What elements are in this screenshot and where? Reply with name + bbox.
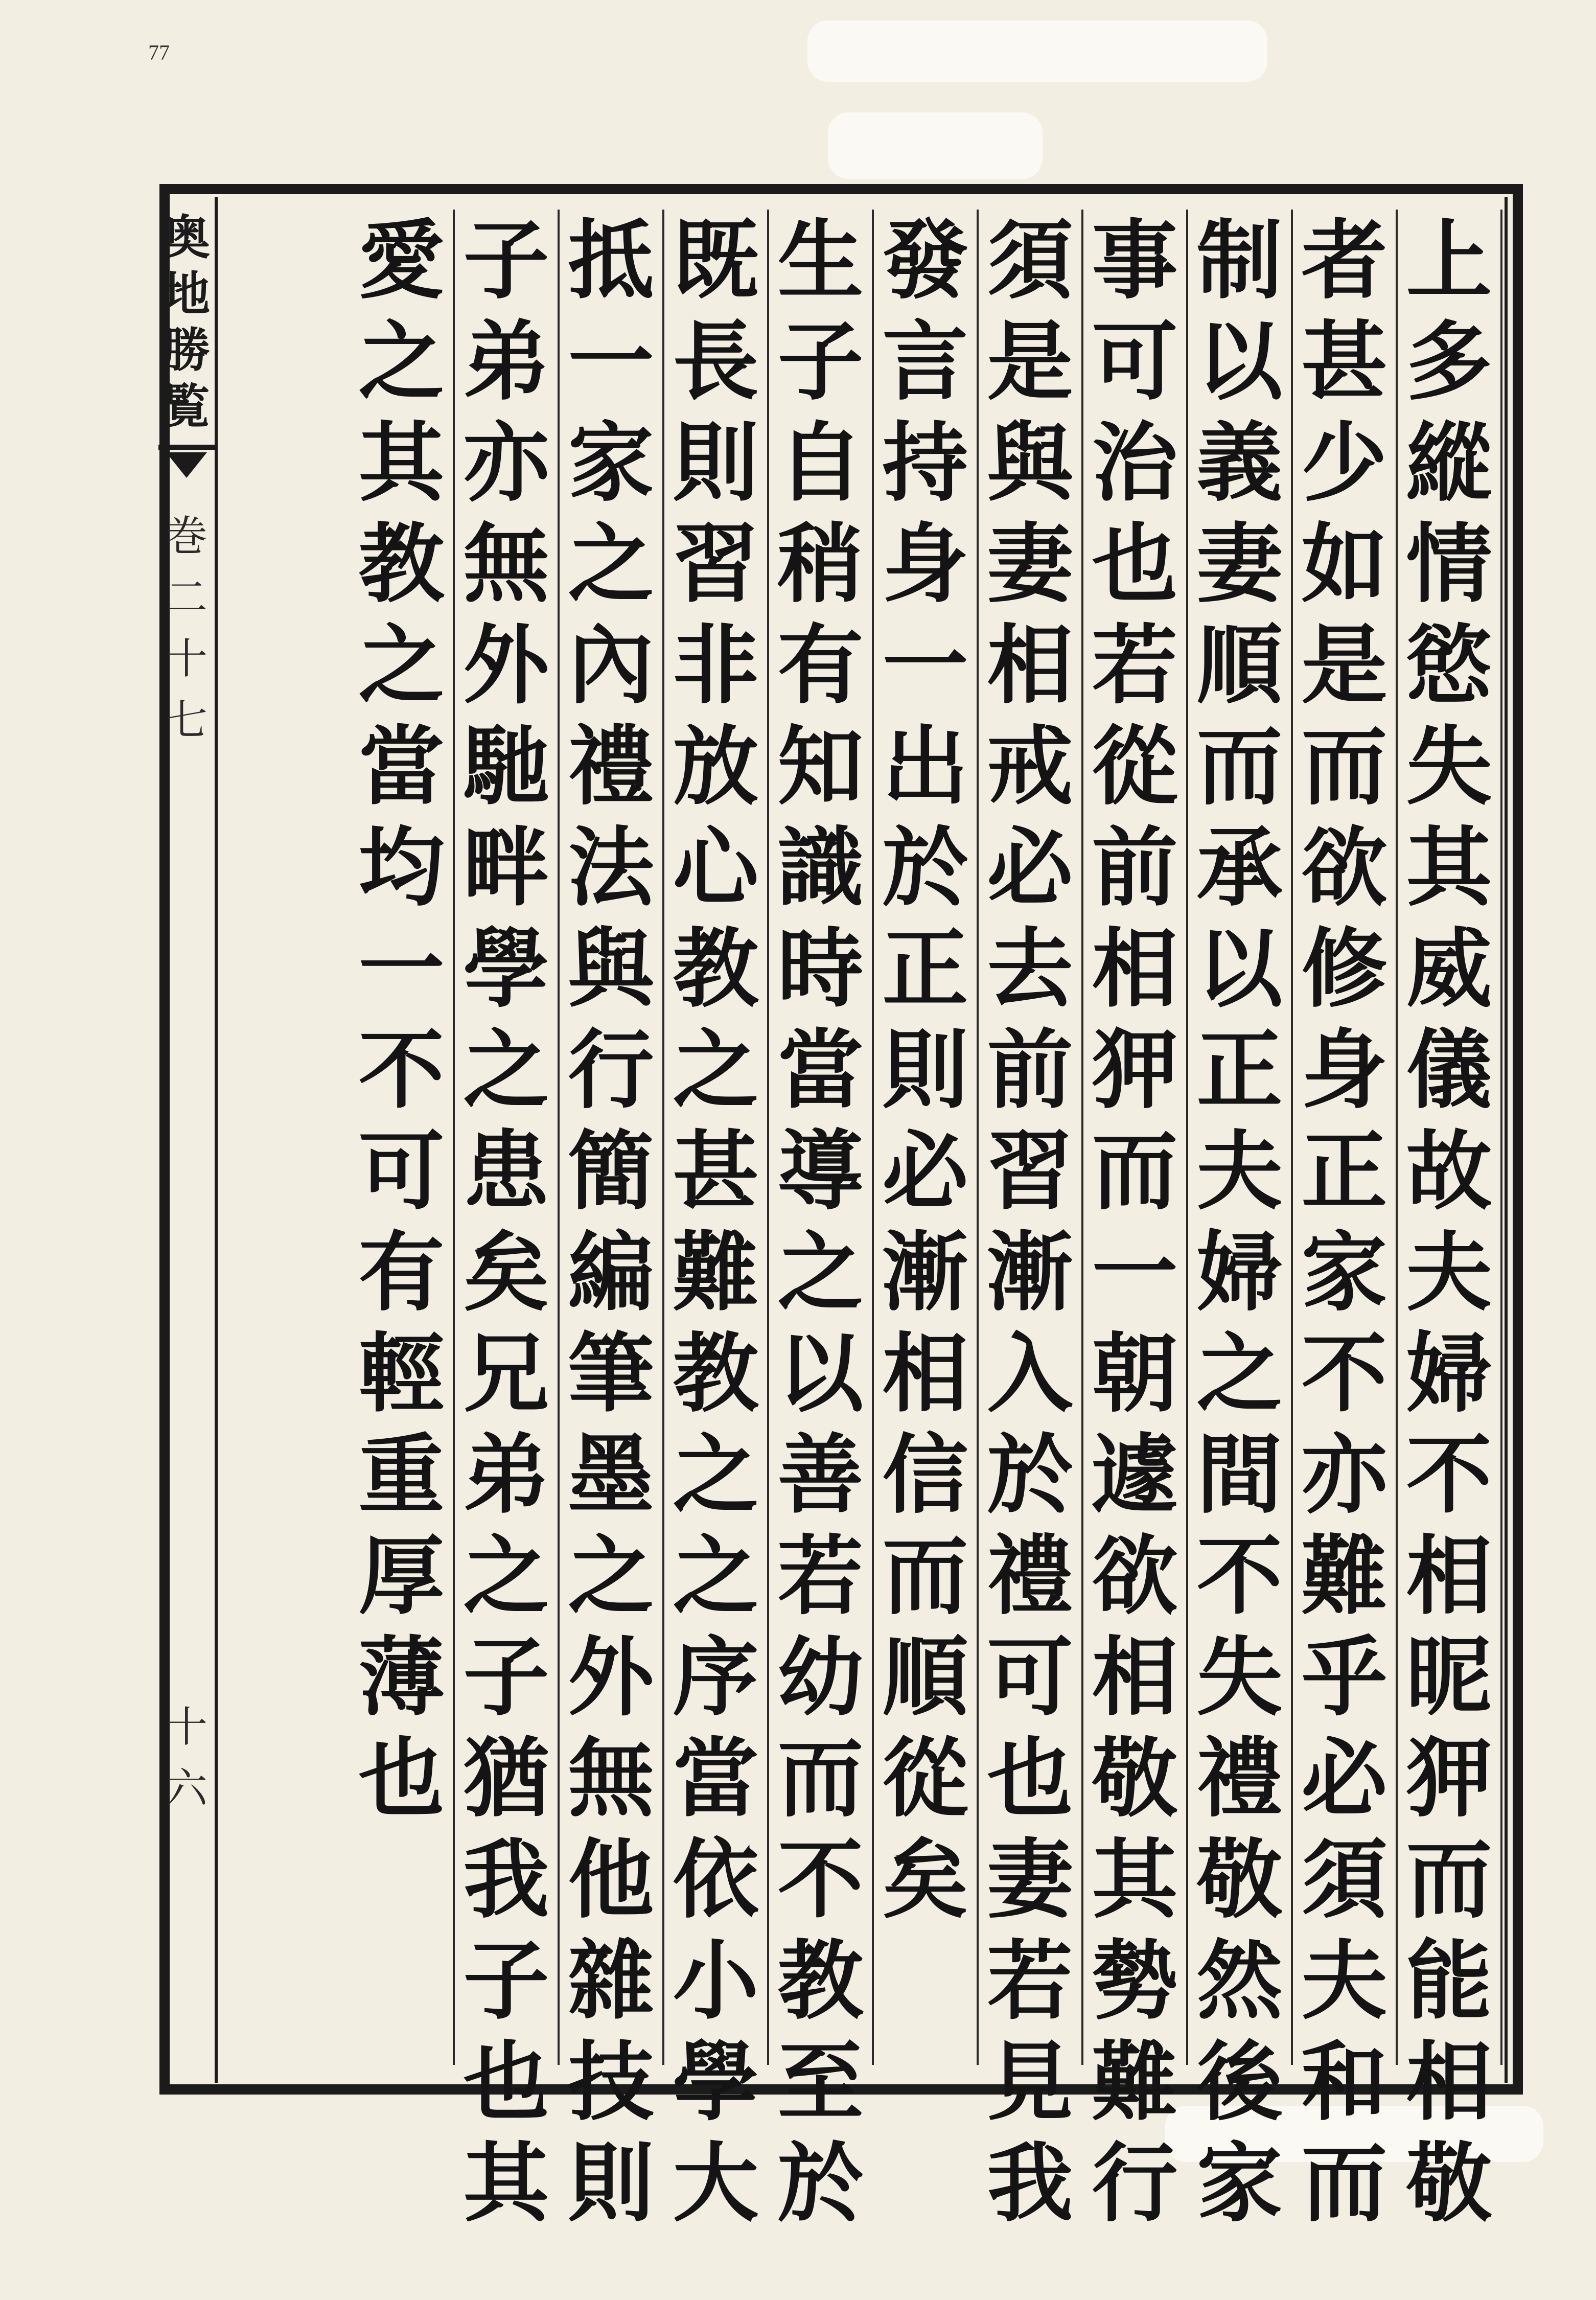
text-char: 而	[1196, 716, 1283, 817]
text-char: 於	[882, 817, 968, 918]
text-char: 有	[777, 614, 864, 716]
text-char: 墨	[568, 1424, 654, 1525]
text-char: 失	[1196, 1626, 1283, 1728]
text-char: 承	[1196, 817, 1283, 918]
text-char: 弟	[463, 311, 549, 412]
text-column	[979, 210, 1083, 2234]
text-char: 相	[1092, 1626, 1178, 1728]
text-column	[560, 210, 664, 2234]
text-char: 以	[777, 1323, 864, 1424]
text-char: 是	[1301, 614, 1387, 716]
text-char: 行	[1092, 2132, 1178, 2234]
text-char: 兄	[463, 1323, 549, 1424]
text-char: 和	[1301, 2031, 1387, 2132]
text-char: 有	[358, 1222, 445, 1323]
text-char: 亦	[463, 412, 549, 513]
text-char: 無	[463, 513, 549, 614]
text-char: 漸	[882, 1222, 968, 1323]
text-char: 不	[1406, 1424, 1492, 1525]
text-char: 若	[987, 1930, 1073, 2031]
text-char: 技	[568, 2031, 654, 2132]
text-char: 外	[463, 614, 549, 716]
text-char: 其	[1406, 817, 1492, 918]
text-char: 序	[673, 1626, 759, 1728]
text-char: 編	[568, 1222, 654, 1323]
text-char: 必	[987, 817, 1073, 918]
text-char: 薄	[358, 1626, 445, 1728]
text-char: 禮	[568, 716, 654, 817]
text-char: 則	[882, 1019, 968, 1120]
text-char: 自	[777, 412, 864, 513]
text-char: 稍	[777, 513, 864, 614]
text-char: 時	[777, 918, 864, 1019]
text-char: 須	[987, 210, 1073, 311]
text-char: 縱	[1406, 412, 1492, 513]
text-char: 妻	[1196, 513, 1283, 614]
volume-char: 七	[165, 696, 207, 745]
text-char: 前	[1092, 817, 1178, 918]
text-char: 狎	[1406, 1728, 1492, 1829]
text-char: 相	[987, 614, 1073, 716]
text-char: 而	[777, 1728, 864, 1829]
text-char: 馳	[463, 716, 549, 817]
text-char: 必	[882, 1120, 968, 1222]
text-char: 心	[673, 817, 759, 918]
text-char: 如	[1301, 513, 1387, 614]
text-char: 身	[1301, 1019, 1387, 1120]
text-char: 無	[568, 1728, 654, 1829]
text-char: 家	[568, 412, 654, 513]
text-char: 均	[358, 817, 445, 918]
leaf-char: 六	[165, 1764, 207, 1813]
text-char: 我	[463, 1829, 549, 1930]
text-char: 子	[463, 210, 549, 311]
text-char: 矣	[463, 1222, 549, 1323]
text-char: 既	[673, 210, 759, 311]
text-char: 遽	[1092, 1424, 1178, 1525]
text-char: 長	[673, 311, 759, 412]
text-char: 乎	[1301, 1626, 1387, 1728]
text-char: 法	[568, 817, 654, 918]
text-char: 正	[882, 918, 968, 1019]
text-char: 昵	[1406, 1626, 1492, 1728]
text-char: 妻	[987, 1829, 1073, 1930]
book-title	[158, 210, 215, 434]
text-column	[874, 210, 979, 2065]
text-char: 雜	[568, 1930, 654, 2031]
text-char: 難	[1092, 2031, 1178, 2132]
title-char: 地	[163, 266, 210, 321]
text-char: 其	[358, 412, 445, 513]
text-char: 然	[1196, 1930, 1283, 2031]
text-char: 情	[1406, 513, 1492, 614]
text-char: 厚	[358, 1525, 445, 1626]
text-char: 不	[1196, 1525, 1283, 1626]
text-char: 習	[673, 513, 759, 614]
text-char: 不	[1301, 1323, 1387, 1424]
text-char: 也	[463, 2031, 549, 2132]
text-char: 多	[1406, 311, 1492, 412]
text-column	[1293, 210, 1398, 2234]
text-char: 愛	[358, 210, 445, 311]
text-char: 一	[358, 918, 445, 1019]
text-char: 若	[777, 1525, 864, 1626]
text-char: 漸	[987, 1222, 1073, 1323]
text-column	[769, 210, 874, 2234]
text-char: 狎	[1092, 1019, 1178, 1120]
text-char: 修	[1301, 918, 1387, 1019]
text-char: 從	[1092, 716, 1178, 817]
text-char: 之	[673, 1424, 759, 1525]
text-char: 以	[1196, 311, 1283, 412]
text-char: 子	[463, 1626, 549, 1728]
text-char: 相	[1406, 1525, 1492, 1626]
title-char: 勝	[163, 323, 210, 378]
text-char: 依	[673, 1829, 759, 1930]
text-column	[1398, 210, 1502, 2234]
correction-blot	[828, 112, 1043, 179]
text-char: 去	[987, 918, 1073, 1019]
text-char: 發	[882, 210, 968, 311]
text-char: 若	[1092, 614, 1178, 716]
text-char: 當	[358, 716, 445, 817]
text-char: 禮	[1196, 1728, 1283, 1829]
text-char: 失	[1406, 716, 1492, 817]
text-char: 一	[1092, 1222, 1178, 1323]
text-char: 而	[882, 1525, 968, 1626]
text-char: 者	[1301, 210, 1387, 311]
correction-blot	[807, 20, 1267, 82]
text-char: 欲	[1301, 817, 1387, 918]
text-char: 慾	[1406, 614, 1492, 716]
text-char: 當	[673, 1728, 759, 1829]
text-char: 之	[463, 1019, 549, 1120]
title-char: 奥	[163, 210, 210, 265]
text-char: 學	[463, 918, 549, 1019]
text-char: 從	[882, 1728, 968, 1829]
text-char: 小	[673, 1930, 759, 2031]
text-char: 知	[777, 716, 864, 817]
text-char: 之	[673, 1019, 759, 1120]
text-char: 當	[777, 1019, 864, 1120]
text-char: 禮	[987, 1525, 1073, 1626]
text-char: 甚	[673, 1120, 759, 1222]
text-char: 故	[1406, 1120, 1492, 1222]
text-char: 夫	[1406, 1222, 1492, 1323]
text-char: 信	[882, 1424, 968, 1525]
text-char: 矣	[882, 1829, 968, 1930]
text-char: 外	[568, 1626, 654, 1728]
text-char: 夫	[1301, 1930, 1387, 2031]
page-number: 77	[148, 41, 170, 65]
text-char: 難	[673, 1222, 759, 1323]
volume-char: 二	[165, 573, 207, 622]
text-char: 教	[673, 1323, 759, 1424]
text-char: 入	[987, 1323, 1073, 1424]
text-char: 夫	[1196, 1120, 1283, 1222]
text-char: 導	[777, 1120, 864, 1222]
title-char: 覧	[163, 379, 210, 434]
text-char: 能	[1406, 1930, 1492, 2031]
leaf-number	[153, 1697, 220, 1820]
text-char: 我	[987, 2132, 1073, 2234]
text-char: 也	[987, 1728, 1073, 1829]
text-char: 難	[1301, 1525, 1387, 1626]
text-char: 而	[1092, 1120, 1178, 1222]
text-char: 正	[1196, 1019, 1283, 1120]
text-char: 亦	[1301, 1424, 1387, 1525]
text-char: 而	[1301, 2132, 1387, 2234]
text-char: 須	[1301, 1829, 1387, 1930]
text-char: 之	[568, 1525, 654, 1626]
text-char: 教	[777, 1930, 864, 2031]
text-char: 言	[882, 311, 968, 412]
text-char: 相	[1406, 2031, 1492, 2132]
text-column	[1188, 210, 1293, 2234]
text-char: 事	[1092, 210, 1178, 311]
text-column	[1083, 210, 1188, 2234]
text-char: 子	[777, 311, 864, 412]
text-char: 習	[987, 1120, 1073, 1222]
text-char: 家	[1196, 2132, 1283, 2234]
text-char: 可	[358, 1120, 445, 1222]
text-char: 大	[673, 2132, 759, 2234]
text-char: 勢	[1092, 1930, 1178, 2031]
text-char: 儀	[1406, 1019, 1492, 1120]
text-char: 之	[673, 1525, 759, 1626]
text-char: 敬	[1092, 1728, 1178, 1829]
text-char: 一	[882, 614, 968, 716]
text-char: 後	[1196, 2031, 1283, 2132]
text-char: 筆	[568, 1323, 654, 1424]
text-char: 簡	[568, 1120, 654, 1222]
text-char: 出	[882, 716, 968, 817]
text-char: 則	[568, 2132, 654, 2234]
text-char: 與	[568, 918, 654, 1019]
text-char: 於	[777, 2132, 864, 2234]
text-char: 弟	[463, 1424, 549, 1525]
text-char: 治	[1092, 412, 1178, 513]
text-char: 欲	[1092, 1525, 1178, 1626]
text-char: 敬	[1196, 1829, 1283, 1930]
text-char: 不	[358, 1019, 445, 1120]
text-char: 威	[1406, 918, 1492, 1019]
text-char: 婦	[1196, 1222, 1283, 1323]
text-char: 一	[568, 311, 654, 412]
text-char: 而	[1406, 1829, 1492, 1930]
text-char: 可	[987, 1626, 1073, 1728]
text-char: 其	[463, 2132, 549, 2234]
text-char: 其	[1092, 1829, 1178, 1930]
text-char: 他	[568, 1829, 654, 1930]
text-char: 見	[987, 2031, 1073, 2132]
text-char: 是	[987, 311, 1073, 412]
text-char: 前	[987, 1019, 1073, 1120]
text-char: 之	[358, 311, 445, 412]
text-char: 與	[987, 412, 1073, 513]
fishtail-mark	[158, 445, 215, 486]
text-char: 以	[1196, 918, 1283, 1019]
text-char: 而	[1301, 716, 1387, 817]
text-char: 少	[1301, 412, 1387, 513]
text-char: 內	[568, 614, 654, 716]
text-column	[350, 210, 455, 2065]
text-char: 教	[358, 513, 445, 614]
text-char: 必	[1301, 1728, 1387, 1829]
text-char: 識	[777, 817, 864, 918]
text-char: 之	[568, 513, 654, 614]
text-char: 相	[882, 1323, 968, 1424]
text-char: 行	[568, 1019, 654, 1120]
text-char: 也	[358, 1728, 445, 1829]
text-char: 制	[1196, 210, 1283, 311]
text-char: 善	[777, 1424, 864, 1525]
text-char: 畔	[463, 817, 549, 918]
text-char: 不	[777, 1829, 864, 1930]
text-char: 敬	[1406, 2132, 1492, 2234]
text-char: 朝	[1092, 1323, 1178, 1424]
text-char: 之	[777, 1222, 864, 1323]
text-char: 則	[673, 412, 759, 513]
text-char: 順	[882, 1626, 968, 1728]
text-char: 教	[673, 918, 759, 1019]
text-char: 生	[777, 210, 864, 311]
text-char: 幼	[777, 1626, 864, 1728]
text-char: 之	[358, 614, 445, 716]
text-char: 間	[1196, 1424, 1283, 1525]
text-char: 非	[673, 614, 759, 716]
volume-char: 十	[165, 635, 207, 683]
volume-label	[166, 506, 207, 751]
text-char: 之	[463, 1525, 549, 1626]
text-char: 放	[673, 716, 759, 817]
text-char: 正	[1301, 1120, 1387, 1222]
text-char: 之	[1196, 1323, 1283, 1424]
text-char: 子	[463, 1930, 549, 2031]
text-char: 也	[1092, 513, 1178, 614]
text-column	[664, 210, 769, 2234]
text-char: 抵	[568, 210, 654, 311]
text-char: 於	[987, 1424, 1073, 1525]
text-char: 猶	[463, 1728, 549, 1829]
text-char: 甚	[1301, 311, 1387, 412]
text-char: 患	[463, 1120, 549, 1222]
text-column	[455, 210, 560, 2234]
text-char: 家	[1301, 1222, 1387, 1323]
text-char: 妻	[987, 513, 1073, 614]
text-char: 上	[1406, 210, 1492, 311]
text-char: 至	[777, 2031, 864, 2132]
text-char: 婦	[1406, 1323, 1492, 1424]
text-char: 順	[1196, 614, 1283, 716]
text-char: 身	[882, 513, 968, 614]
text-char: 學	[673, 2031, 759, 2132]
text-char: 戒	[987, 716, 1073, 817]
text-char: 重	[358, 1424, 445, 1525]
text-char: 輕	[358, 1323, 445, 1424]
text-char: 相	[1092, 918, 1178, 1019]
text-char: 可	[1092, 311, 1178, 412]
text-char: 義	[1196, 412, 1283, 513]
leaf-char: 十	[165, 1703, 207, 1752]
volume-char: 巻	[165, 512, 207, 561]
text-char: 持	[882, 412, 968, 513]
